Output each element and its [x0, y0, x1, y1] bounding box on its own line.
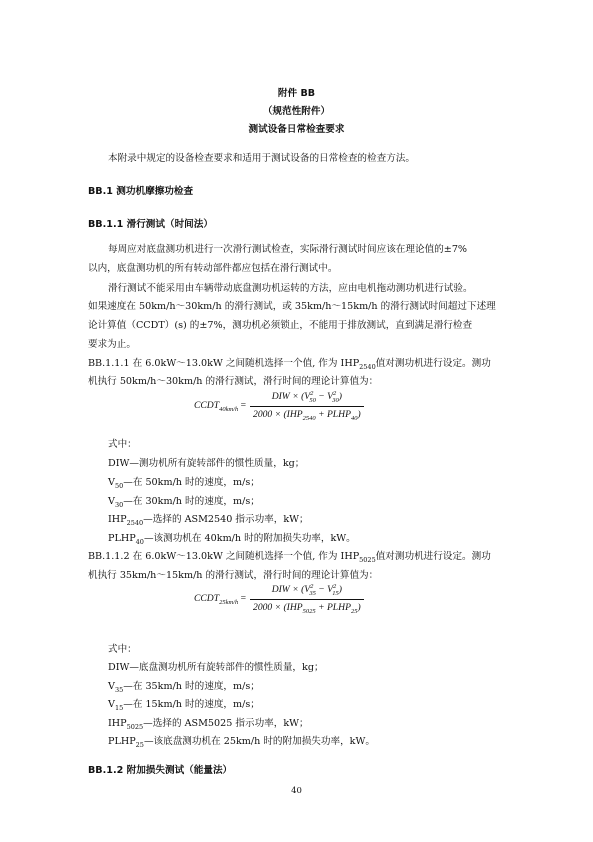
bb112-line2: 机执行 35km/h～15km/h 的滑行测试，滑行时间的理论计算值为：: [88, 570, 379, 581]
where2-label: 式中：: [108, 644, 137, 655]
page-number: 40: [291, 786, 302, 796]
where1-plhp: $PLHP_{40}—$该测功机在 40km/h 时的附加损失功率，kW。: [108, 533, 356, 546]
where1-v50: $V_{50}—$在 50km/h 时的速度，m/s；: [108, 477, 260, 490]
formula2-denominator: $2000 \times (IHP_{5025}$ + $PLHP_{25}$): [250, 599, 364, 615]
formula2-lhs: $CCDT_{25km/h}$ =: [194, 592, 247, 606]
where2-diw: DIW—底盘测功机所有旋转部件的惯性质量，kg；: [108, 662, 324, 673]
formula1-lhs: $CCDT_{40km/h}$ =: [194, 399, 247, 413]
section-bb1-heading: BB.1 测功机摩擦功检查: [88, 186, 194, 197]
section-bb12-heading: BB.1.2 附加损失测试（能量法）: [88, 765, 233, 776]
para2-line2: 如果速度在 50km/h～30km/h 的滑行测试，或 35km/h～15km/h 的滑行测试时间超过下述理: [88, 301, 496, 312]
where2-ihp: $IHP_{5025}—$选择的 ASM5025 指示功率，kW；: [108, 718, 309, 731]
formula1-denominator: $2000 \times (IHP_{2540}$ + $PLHP_{40}$): [250, 406, 364, 422]
where2-v35: $V_{35}—$在 35km/h 时的速度，m/s；: [108, 681, 260, 694]
where1-v30: $V_{30}—$在 30km/h 时的速度，m/s；: [108, 496, 260, 509]
para1-line1: 每周应对底盘测功机进行一次滑行测试检查，实际滑行测试时间应该在理论值的±7%: [108, 244, 468, 255]
bb111-line2: 机执行 50km/h～30km/h 的滑行测试，滑行时间的理论计算值为：: [88, 376, 379, 387]
where2-v15: $V_{15}—$在 15km/h 时的速度，m/s；: [108, 699, 260, 712]
para1-line2: 以内，底盘测功机的所有转动部件都应包括在滑行测试中。: [88, 263, 338, 274]
section-bb11-heading: BB.1.1 滑行测试（时间法）: [88, 219, 213, 230]
annex-type: （规范性附件）: [262, 106, 331, 117]
annex-label: 附件 BB: [277, 88, 316, 99]
para2-line4: 要求为止。: [88, 339, 136, 350]
formula1-numerator: DIW × $(V^2_{50} - V^2_{30})$: [271, 390, 342, 405]
where2-plhp: $PLHP_{25}—$该底盘测功机在 25km/h 时的附加损失功率，kW。: [108, 736, 375, 749]
formula2-numerator: DIW × $(V^2_{35} - V^2_{15})$: [271, 583, 342, 598]
formula-ccdt-25: [194, 583, 364, 615]
annex-title: 测试设备日常检查要求: [248, 124, 345, 135]
where1-diw: DIW—测功机所有旋转部件的惯性质量，kg；: [108, 458, 305, 469]
where1-ihp: $IHP_{2540}—$选择的 ASM2540 指示功率，kW；: [108, 514, 309, 527]
intro-paragraph: 本附录中规定的设备检查要求和适用于测试设备的日常检查的检查方法。: [108, 153, 415, 164]
bb111-line1: BB.1.1.1 在 6.0kW～13.0kW 之间随机选择一个值, 作为 $IHP_{2540}$值对测功机进行设定。测功: [88, 358, 491, 371]
bb112-line1: BB.1.1.2 在 6.0kW～13.0kW 之间随机选择一个值, 作为 $IHP_{5025}$值对测功机进行设定。测功: [88, 551, 491, 564]
para2-line1: 滑行测试不能采用由车辆带动底盘测功机运转的方法，应由电机拖动测功机进行试验。: [108, 283, 473, 294]
where1-label: 式中：: [108, 439, 137, 450]
para2-line3: 论计算值（CCDT）(s) 的±7%，测功机必须锁止，不能用于排放测试，直到满足滑行检查: [88, 320, 473, 331]
formula-ccdt-40: [194, 390, 364, 422]
